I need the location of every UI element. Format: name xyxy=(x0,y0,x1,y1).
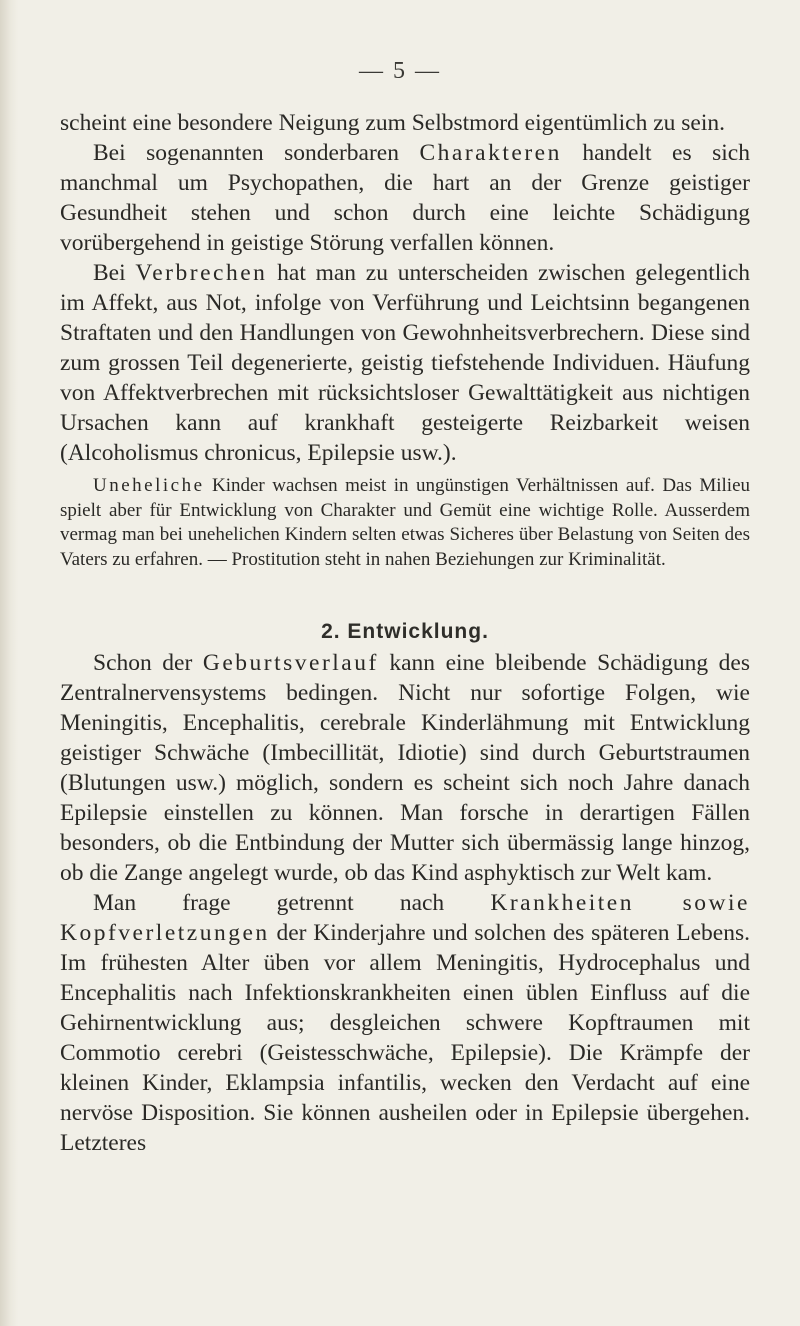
paragraph-geburtsverlauf xyxy=(60,648,750,888)
paragraph-text: hat man zu unterscheiden zwischen gelegentlich im Affekt, aus Not, infolge von Verführung und Leichtsinn begangenen Straftaten und den Handlungen von Gewohnheitsverbrechern. Diese sind zum grossen Teil degenerierte, geistig tiefstehende Individuen. Häufung von Affektverbrechen mit rücksichtsloser Gewalttätigkeit aus nichtigen Ursachen kann auf krankhaft gesteigerte Reizbarkeit weisen (Alcoholismus chronicus, Epilepsie usw.). xyxy=(60,260,751,466)
small-print-paragraph xyxy=(60,474,750,572)
emphasis-term: Krankheiten sowie Kopfverletzungen xyxy=(60,890,750,947)
paragraph-text: Bei xyxy=(93,260,136,286)
paragraph-text: kann eine bleibende Schädigung des Zentralnervensystems bedingen. Nicht nur sofortige Folgen, wie Meningitis, Encephalitis, cerebrale Kinderlähmung mit Entwicklung geistiger Schwäche (Imbecillität, Idiotie) sind durch Geburtstraumen (Blutungen usw.) möglich, sondern es scheint sich noch Jahre danach Epilepsie einstellen zu können. Man forsche in derartigen Fällen besonders, ob die Entbindung der Mutter sich übermässig lange hinzog, ob die Zange angelegt wurde, ob das Kind asphyktisch zur Welt kam. xyxy=(60,650,750,887)
paragraph-text: Bei sogenannten sonderbaren xyxy=(93,140,420,166)
paragraph-text: der Kinderjahre und solchen des späteren Lebens. Im frühesten Alter üben vor allem Meningitis, Hydrocephalus und Encephalitis nach Infektionskrankheiten einen üblen Einfluss auf die Gehirnentwicklung aus; desgleichen schwere Kopftraumen mit Commotio cerebri (Geistesschwäche, Epilepsie). Die Krämpfe der kleinen Kinder, Eklampsia infantilis, wecken den Verdacht auf eine nervöse Disposition. Sie können ausheilen oder in Epilepsie übergehen. Letzteres xyxy=(60,920,750,1157)
paragraph-text: Schon der xyxy=(93,650,203,677)
paragraph-verbrechen xyxy=(60,258,750,468)
page-body xyxy=(60,108,750,1158)
section-heading: 2. Entwicklung. xyxy=(321,620,489,644)
paragraph-text: handelt es sich manchmal um Psychopathen, die hart an der Grenze geistiger Gesundheit stehen und schon durch eine leichte Schädigung vorübergehend in geistige Störung verfallen können. xyxy=(60,140,750,256)
emphasis-term: Geburtsverlauf xyxy=(202,650,379,677)
emphasis-term: Uneheliche xyxy=(93,475,205,496)
paragraph-text: Kinder wachsen meist in ungünstigen Verhältnissen auf. Das Milieu spielt aber für Entwicklung von Charakter und Gemüt eine wichtige Rolle. Ausserdem vermag man bei unehelichen Kindern selten etwas Sicheres über Belastung von Seiten des Vaters zu erfahren. — Prostitution steht in nahen Beziehungen zur Kriminalität. xyxy=(60,475,750,570)
page-number: — 5 — xyxy=(359,58,441,84)
emphasis-term: Charakteren xyxy=(419,140,562,166)
emphasis-term: Verbrechen xyxy=(135,260,268,286)
page-edge-shadow xyxy=(0,0,18,1326)
paragraph-charakteren xyxy=(60,138,750,258)
paragraph-continued: scheint eine besondere Neigung zum Selbstmord eigentümlich zu sein. xyxy=(60,110,726,136)
paragraph-krankheiten xyxy=(60,888,750,1158)
paragraph-text: Man frage getrennt nach xyxy=(93,890,491,917)
